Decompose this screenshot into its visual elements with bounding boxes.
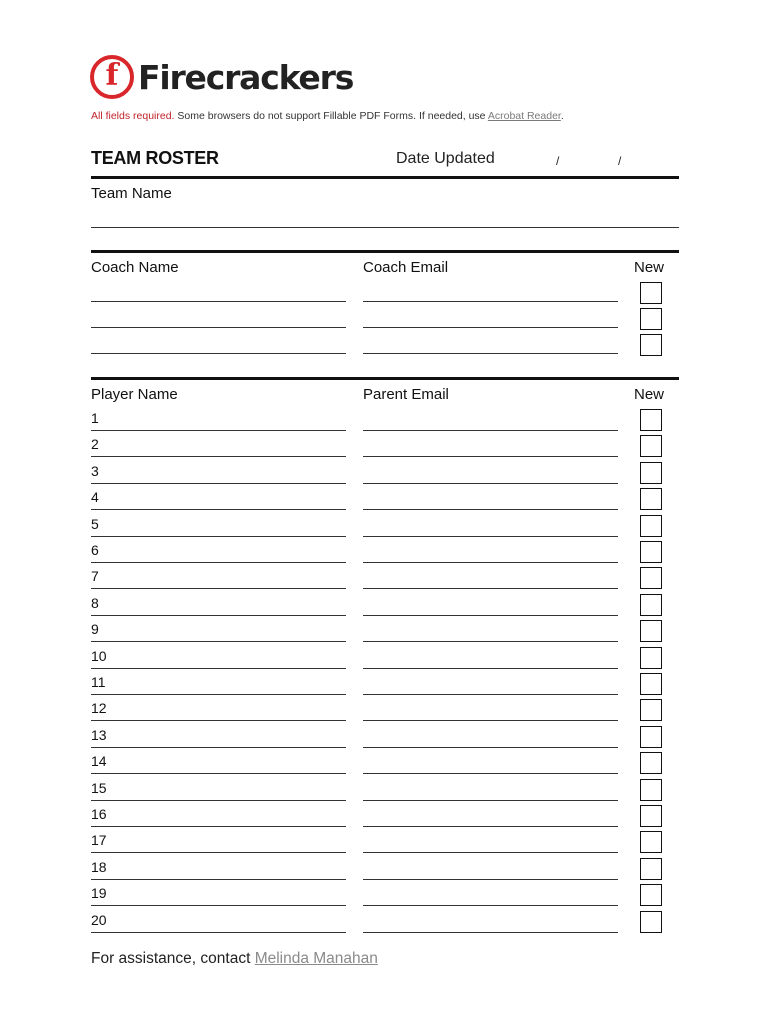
player-number: 6 — [91, 542, 99, 558]
player-number: 19 — [91, 885, 107, 902]
player-name-field[interactable] — [91, 800, 346, 801]
parent-email-field[interactable] — [363, 879, 618, 880]
parent-email-field[interactable] — [363, 641, 618, 642]
player-number: 18 — [91, 858, 107, 875]
player-name-field[interactable] — [91, 483, 346, 484]
parent-email-field[interactable] — [363, 615, 618, 616]
player-new-checkbox[interactable] — [640, 620, 662, 642]
team-name-label: Team Name — [91, 185, 172, 202]
parent-email-field[interactable] — [363, 456, 618, 457]
player-new-checkbox[interactable] — [640, 488, 662, 510]
team-name-field[interactable] — [91, 227, 679, 228]
parent-email-field[interactable] — [363, 509, 618, 510]
player-name-field[interactable] — [91, 615, 346, 616]
date-updated-label: Date Updated — [396, 150, 495, 167]
section-divider — [91, 377, 679, 380]
player-new-checkbox[interactable] — [640, 726, 662, 748]
player-number: 14 — [91, 753, 107, 770]
player-number: 10 — [91, 647, 107, 664]
player-number: 8 — [91, 594, 99, 611]
player-new-label: New — [634, 386, 665, 403]
parent-email-field[interactable] — [363, 562, 618, 563]
parent-email-field[interactable] — [363, 905, 618, 906]
parent-email-field[interactable] — [363, 536, 618, 537]
player-name-field[interactable] — [91, 932, 346, 933]
player-number: 20 — [91, 911, 107, 928]
player-new-checkbox[interactable] — [640, 541, 662, 563]
acrobat-reader-link[interactable]: Acrobat Reader — [487, 110, 561, 122]
player-new-checkbox[interactable] — [640, 673, 662, 695]
player-new-checkbox[interactable] — [640, 831, 662, 853]
player-number: 5 — [91, 515, 99, 532]
parent-email-field[interactable] — [363, 588, 618, 589]
date-separator: / — [556, 154, 560, 168]
parent-email-field[interactable] — [363, 694, 618, 695]
player-number: 17 — [91, 832, 107, 849]
player-new-checkbox[interactable] — [640, 779, 662, 801]
player-new-checkbox[interactable] — [640, 858, 662, 880]
notice-text: Some browsers do not support Fillable PDF Forms. If needed, use — [174, 110, 488, 122]
player-new-checkbox[interactable] — [640, 805, 662, 827]
coach-email-label: Coach Email — [363, 259, 449, 276]
parent-email-label: Parent Email — [363, 386, 449, 403]
player-new-checkbox[interactable] — [640, 647, 662, 669]
player-number: 7 — [91, 568, 99, 585]
parent-email-field[interactable] — [363, 852, 618, 853]
player-name-field[interactable] — [91, 826, 346, 827]
player-number: 11 — [91, 674, 106, 690]
parent-email-field[interactable] — [363, 826, 618, 827]
parent-email-field[interactable] — [363, 932, 618, 933]
coach-new-checkbox[interactable] — [640, 308, 662, 330]
fillable-notice: All fields required. Some browsers do not support Fillable PDF Forms. If needed, use Acrobat Reader. — [91, 110, 564, 122]
coach-name-field[interactable] — [91, 301, 346, 302]
player-new-checkbox[interactable] — [640, 435, 662, 457]
coach-email-field[interactable] — [363, 353, 618, 354]
player-new-checkbox[interactable] — [640, 515, 662, 537]
parent-email-field[interactable] — [363, 483, 618, 484]
player-name-field[interactable] — [91, 773, 346, 774]
parent-email-field[interactable] — [363, 747, 618, 748]
player-number: 1 — [91, 410, 99, 426]
section-divider — [91, 176, 679, 179]
player-number: 9 — [91, 621, 99, 638]
player-name-field[interactable] — [91, 905, 346, 906]
player-number: 16 — [91, 806, 107, 822]
player-name-field[interactable] — [91, 641, 346, 642]
parent-email-field[interactable] — [363, 668, 618, 669]
player-name-label: Player Name — [91, 386, 178, 403]
player-number: 3 — [91, 462, 99, 479]
firecrackers-logo — [90, 52, 353, 102]
player-name-field[interactable] — [91, 694, 346, 695]
parent-email-field[interactable] — [363, 773, 618, 774]
player-new-checkbox[interactable] — [640, 567, 662, 589]
player-name-field[interactable] — [91, 536, 346, 537]
player-new-checkbox[interactable] — [640, 699, 662, 721]
assistance-footer: For assistance, contact Melinda Manahan — [91, 950, 378, 967]
coach-name-label: Coach Name — [91, 259, 179, 276]
player-name-field[interactable] — [91, 879, 346, 880]
logo-badge-icon: f — [90, 55, 134, 99]
player-new-checkbox[interactable] — [640, 409, 662, 431]
parent-email-field[interactable] — [363, 720, 618, 721]
page-title: TEAM ROSTER — [91, 148, 219, 168]
required-notice: All fields required. — [91, 110, 175, 122]
player-number: 4 — [91, 489, 99, 506]
player-name-field[interactable] — [91, 720, 346, 721]
player-new-checkbox[interactable] — [640, 462, 662, 484]
player-name-field[interactable] — [91, 456, 346, 457]
player-name-field[interactable] — [91, 668, 346, 669]
player-name-field[interactable] — [91, 509, 346, 510]
logo-wordmark: Firecrackers — [138, 57, 354, 97]
player-new-checkbox[interactable] — [640, 594, 662, 616]
player-number: 2 — [91, 436, 99, 453]
player-new-checkbox[interactable] — [640, 911, 662, 933]
player-name-field[interactable] — [91, 562, 346, 563]
coach-new-checkbox[interactable] — [640, 282, 662, 304]
coach-name-field[interactable] — [91, 353, 346, 354]
player-name-field[interactable] — [91, 747, 346, 748]
coach-email-field[interactable] — [363, 301, 618, 302]
coach-new-label: New — [634, 259, 665, 276]
player-number: 12 — [91, 700, 107, 717]
coach-new-checkbox[interactable] — [640, 334, 662, 356]
player-name-field[interactable] — [91, 430, 346, 431]
parent-email-field[interactable] — [363, 800, 618, 801]
player-number: 13 — [91, 726, 107, 743]
player-number: 15 — [91, 779, 107, 796]
player-new-checkbox[interactable] — [640, 752, 662, 774]
section-divider — [91, 250, 679, 253]
contact-link[interactable]: Melinda Manahan — [254, 950, 378, 967]
parent-email-field[interactable] — [363, 430, 618, 431]
player-name-field[interactable] — [91, 588, 346, 589]
date-separator: / — [618, 154, 622, 168]
coach-name-field[interactable] — [91, 327, 346, 328]
player-name-field[interactable] — [91, 852, 346, 853]
coach-email-field[interactable] — [363, 327, 618, 328]
player-new-checkbox[interactable] — [640, 884, 662, 906]
